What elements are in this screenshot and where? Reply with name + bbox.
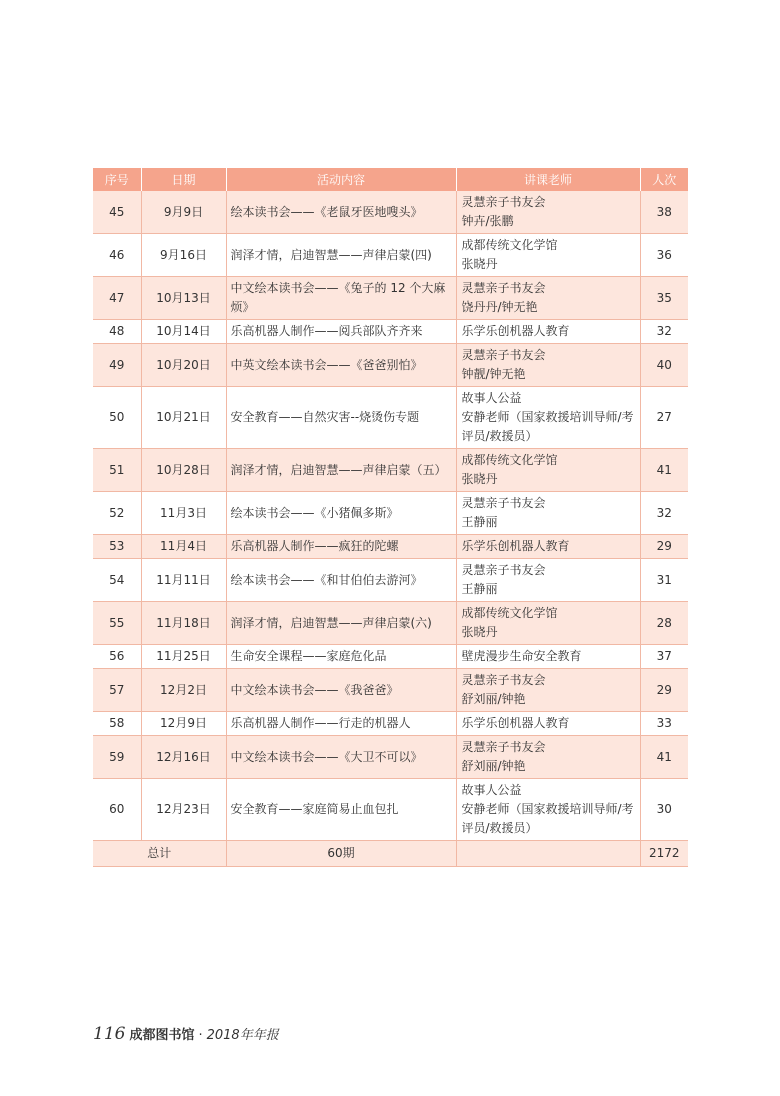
teacher-line: 乐学乐创机器人教育 (461, 324, 570, 338)
table-row (93, 779, 688, 841)
cell-teacher (456, 449, 640, 492)
cell-activity: 中文绘本读书会——《兔子的 12 个大麻烦》 (226, 277, 456, 320)
table-header-row (93, 168, 688, 191)
cell-no: 56 (93, 645, 141, 669)
cell-no: 57 (93, 669, 141, 712)
cell-activity: 润泽才情，启迪智慧——声律启蒙（五） (226, 449, 456, 492)
footer-year-report: 2018年年报 (206, 1028, 279, 1043)
cell-teacher (456, 320, 640, 344)
teacher-line: 安静老师（国家救援培训导师/考评员/救援员） (461, 410, 634, 443)
table-row (93, 387, 688, 449)
cell-no: 55 (93, 602, 141, 645)
cell-teacher (456, 559, 640, 602)
cell-count: 30 (640, 779, 688, 841)
cell-date: 11月3日 (141, 492, 226, 535)
cell-count: 40 (640, 344, 688, 387)
page-number: 116 (93, 1024, 126, 1044)
cell-teacher (456, 645, 640, 669)
cell-activity: 中英文绘本读书会——《爸爸别怕》 (226, 344, 456, 387)
cell-activity: 绘本读书会——《和甘伯伯去游河》 (226, 559, 456, 602)
cell-count: 35 (640, 277, 688, 320)
cell-activity: 润泽才情，启迪智慧——声律启蒙(四) (226, 234, 456, 277)
teacher-line: 灵慧亲子书友会 (461, 563, 546, 577)
cell-no: 51 (93, 449, 141, 492)
teacher-line: 钟卉/张鹏 (461, 214, 514, 228)
teacher-line: 灵慧亲子书友会 (461, 348, 546, 362)
teacher-line: 张晓丹 (461, 625, 498, 639)
total-teacher (456, 841, 640, 867)
footer-library-name: 成都图书馆 (129, 1028, 195, 1043)
header-teacher: 讲课老师 (456, 168, 640, 191)
teacher-line: 灵慧亲子书友会 (461, 195, 546, 209)
table-row (93, 191, 688, 234)
teacher-line: 王静丽 (461, 582, 498, 596)
cell-no: 48 (93, 320, 141, 344)
cell-date: 11月25日 (141, 645, 226, 669)
cell-teacher (456, 712, 640, 736)
cell-no: 60 (93, 779, 141, 841)
table-row (93, 344, 688, 387)
cell-date: 10月14日 (141, 320, 226, 344)
header-date: 日期 (141, 168, 226, 191)
table-row (93, 645, 688, 669)
table-row (93, 559, 688, 602)
cell-activity: 安全教育——自然灾害--烧烫伤专题 (226, 387, 456, 449)
cell-activity: 生命安全课程——家庭危化品 (226, 645, 456, 669)
cell-date: 12月9日 (141, 712, 226, 736)
page-footer (93, 1024, 279, 1044)
teacher-line: 舒刘丽/钟艳 (461, 759, 526, 773)
cell-teacher (456, 779, 640, 841)
cell-teacher (456, 736, 640, 779)
header-count: 人次 (640, 168, 688, 191)
cell-teacher (456, 191, 640, 234)
cell-date: 11月11日 (141, 559, 226, 602)
cell-activity: 安全教育——家庭简易止血包扎 (226, 779, 456, 841)
teacher-line: 灵慧亲子书友会 (461, 496, 546, 510)
cell-count: 29 (640, 535, 688, 559)
cell-activity: 绘本读书会——《小猪佩多斯》 (226, 492, 456, 535)
table-row (93, 669, 688, 712)
header-activity: 活动内容 (226, 168, 456, 191)
cell-activity: 乐高机器人制作——阅兵部队齐齐来 (226, 320, 456, 344)
cell-no: 54 (93, 559, 141, 602)
footer-separator: · (198, 1028, 203, 1043)
cell-teacher (456, 669, 640, 712)
cell-count: 29 (640, 669, 688, 712)
teacher-line: 舒刘丽/钟艳 (461, 692, 526, 706)
cell-date: 11月4日 (141, 535, 226, 559)
table-row (93, 277, 688, 320)
teacher-line: 钟靓/钟无艳 (461, 367, 526, 381)
cell-count: 37 (640, 645, 688, 669)
cell-count: 41 (640, 736, 688, 779)
cell-count: 31 (640, 559, 688, 602)
teacher-line: 张晓丹 (461, 257, 498, 271)
cell-date: 10月13日 (141, 277, 226, 320)
cell-teacher (456, 344, 640, 387)
table-body (93, 191, 688, 867)
teacher-line: 成都传统文化学馆 (461, 606, 558, 620)
teacher-line: 王静丽 (461, 515, 498, 529)
teacher-line: 成都传统文化学馆 (461, 238, 558, 252)
total-label: 总计 (93, 841, 226, 867)
cell-count: 41 (640, 449, 688, 492)
cell-count: 38 (640, 191, 688, 234)
teacher-line: 故事人公益 (461, 391, 522, 405)
table-row (93, 449, 688, 492)
table-row (93, 492, 688, 535)
cell-no: 59 (93, 736, 141, 779)
cell-count: 33 (640, 712, 688, 736)
cell-date: 12月16日 (141, 736, 226, 779)
total-count: 2172 (640, 841, 688, 867)
cell-teacher (456, 234, 640, 277)
cell-no: 52 (93, 492, 141, 535)
table-row (93, 320, 688, 344)
cell-teacher (456, 602, 640, 645)
cell-teacher (456, 535, 640, 559)
cell-count: 32 (640, 320, 688, 344)
table-row (93, 602, 688, 645)
cell-activity: 中文绘本读书会——《大卫不可以》 (226, 736, 456, 779)
teacher-line: 安静老师（国家救援培训导师/考评员/救援员） (461, 802, 634, 835)
cell-teacher (456, 277, 640, 320)
cell-date: 10月20日 (141, 344, 226, 387)
total-sessions: 60期 (226, 841, 456, 867)
table-row (93, 234, 688, 277)
cell-date: 9月16日 (141, 234, 226, 277)
cell-activity: 乐高机器人制作——疯狂的陀螺 (226, 535, 456, 559)
table-row (93, 712, 688, 736)
header-no: 序号 (93, 168, 141, 191)
teacher-line: 故事人公益 (461, 783, 522, 797)
teacher-line: 成都传统文化学馆 (461, 453, 558, 467)
teacher-line: 饶丹丹/钟无艳 (461, 300, 538, 314)
cell-no: 49 (93, 344, 141, 387)
cell-activity: 润泽才情，启迪智慧——声律启蒙(六) (226, 602, 456, 645)
cell-no: 47 (93, 277, 141, 320)
cell-teacher (456, 387, 640, 449)
teacher-line: 灵慧亲子书友会 (461, 673, 546, 687)
cell-count: 32 (640, 492, 688, 535)
teacher-line: 灵慧亲子书友会 (461, 281, 546, 295)
cell-activity: 乐高机器人制作——行走的机器人 (226, 712, 456, 736)
cell-count: 28 (640, 602, 688, 645)
table-row (93, 535, 688, 559)
cell-date: 10月21日 (141, 387, 226, 449)
cell-count: 27 (640, 387, 688, 449)
cell-no: 58 (93, 712, 141, 736)
cell-date: 9月9日 (141, 191, 226, 234)
cell-date: 11月18日 (141, 602, 226, 645)
cell-no: 46 (93, 234, 141, 277)
teacher-line: 灵慧亲子书友会 (461, 740, 546, 754)
teacher-line: 张晓丹 (461, 472, 498, 486)
cell-date: 10月28日 (141, 449, 226, 492)
table-total-row (93, 841, 688, 867)
teacher-line: 乐学乐创机器人教育 (461, 539, 570, 553)
teacher-line: 乐学乐创机器人教育 (461, 716, 570, 730)
cell-no: 45 (93, 191, 141, 234)
cell-teacher (456, 492, 640, 535)
cell-activity: 中文绘本读书会——《我爸爸》 (226, 669, 456, 712)
cell-no: 50 (93, 387, 141, 449)
cell-activity: 绘本读书会——《老鼠牙医地嗖头》 (226, 191, 456, 234)
cell-date: 12月2日 (141, 669, 226, 712)
cell-date: 12月23日 (141, 779, 226, 841)
teacher-line: 壁虎漫步生命安全教育 (461, 649, 582, 663)
cell-count: 36 (640, 234, 688, 277)
cell-no: 53 (93, 535, 141, 559)
table-row (93, 736, 688, 779)
activity-table (93, 168, 688, 867)
